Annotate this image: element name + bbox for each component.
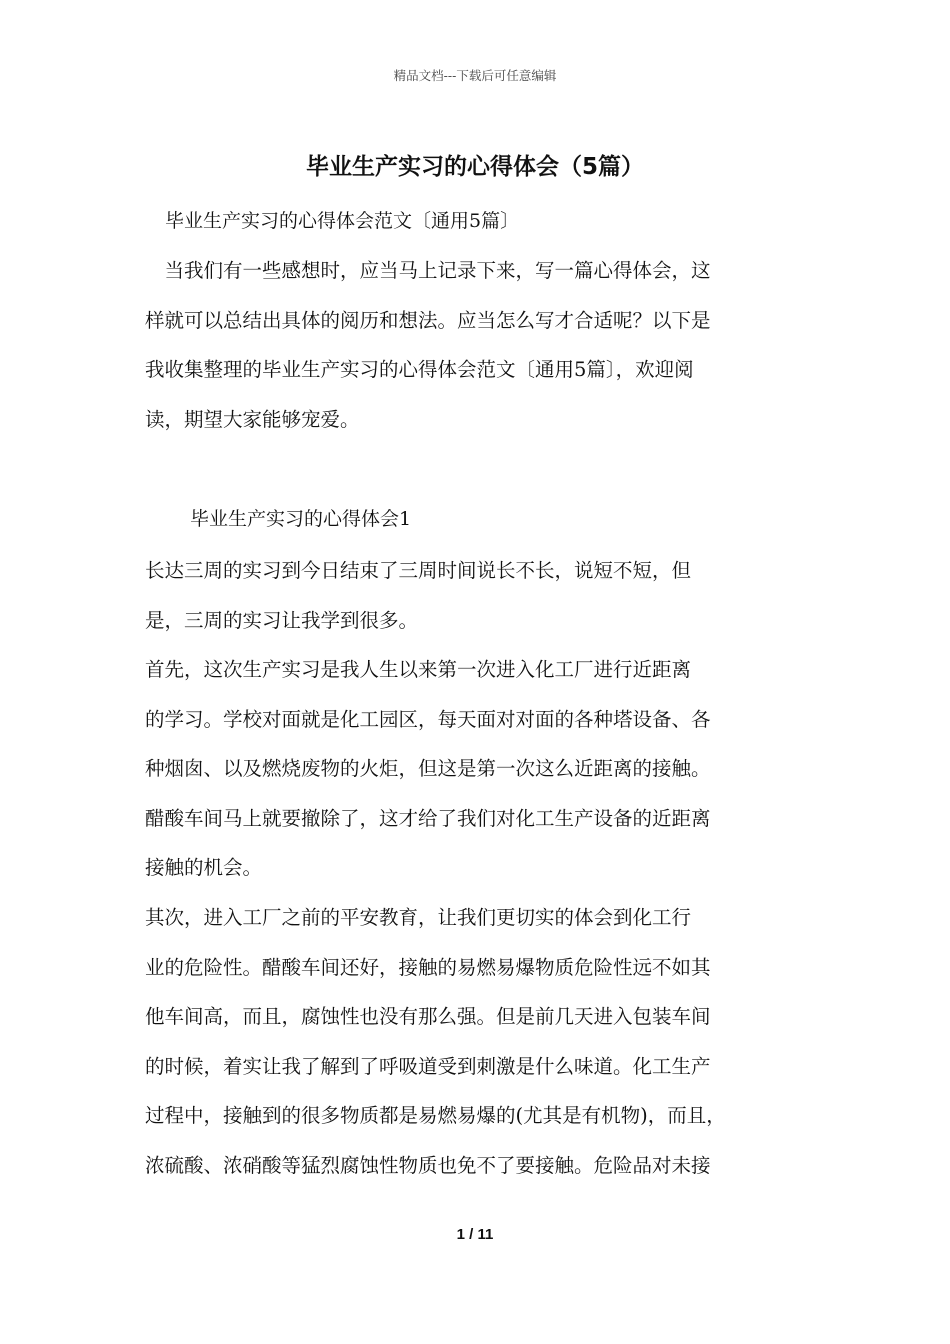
text-line: 的时候，着实让我了解到了呼吸道受到刺激是什么味道。化工生产 [145,1054,711,1078]
text-line: 其次，进入工厂之前的平安教育，让我们更切实的体会到化工行 [145,906,692,929]
text-line: 是，三周的实习让我学到很多。 [145,608,419,632]
text-line: 业的危险性。醋酸车间还好，接触的易燃易爆物质危险性远不如其 [145,955,711,979]
paragraph-1 [145,546,805,645]
text-line: 的学习。学校对面就是化工园区，每天面对对面的各种塔设备、各 [145,707,711,731]
text-line: 接触的机会。 [145,856,263,879]
page-header: 精品文档---下载后可任意编辑 [393,68,557,83]
text-line: 他车间高，而且，腐蚀性也没有那么强。但是前几天进入包装车间 [145,1005,711,1028]
section-heading: 毕业生产实习的心得体会1 [190,508,412,530]
text-line: 首先，这次生产实习是我人生以来第一次进入化工厂进行近距离 [145,658,692,681]
text-line: 浓硫酸、浓硝酸等猛烈腐蚀性物质也免不了要接触。危险品对未接 [145,1153,711,1177]
page-indicator: 1 / 11 [456,1226,494,1243]
text-line: 醋酸车间马上就要撤除了，这才给了我们对化工生产设备的近距离 [145,806,711,830]
text-line: 样就可以总结出具体的阅历和想法。应当怎么写才合适呢？以下是 [145,308,711,332]
intro-paragraph [145,246,805,444]
paragraph-3 [145,893,805,1190]
text-line: 我收集整理的毕业生产实习的心得体会范文〔通用5篇〕，欢迎阅 [145,358,694,381]
text-line: 读，期望大家能够宠爱。 [145,407,360,431]
text-line: 种烟囱、以及燃烧废物的火炬，但这是第一次这么近距离的接触。 [145,757,711,780]
document-subtitle: 毕业生产实习的心得体会范文〔通用5篇〕 [165,210,520,232]
text-line: 当我们有一些感想时，应当马上记录下来，写一篇心得体会，这 [145,259,711,282]
text-line: 长达三周的实习到今日结束了三周时间说长不长，说短不短，但 [145,559,692,582]
document-title: 毕业生产实习的心得体会（5篇） [305,154,644,180]
paragraph-2 [145,645,805,893]
text-line: 过程中，接触到的很多物质都是易燃易爆的(尤其是有机物)，而且， [145,1104,726,1127]
